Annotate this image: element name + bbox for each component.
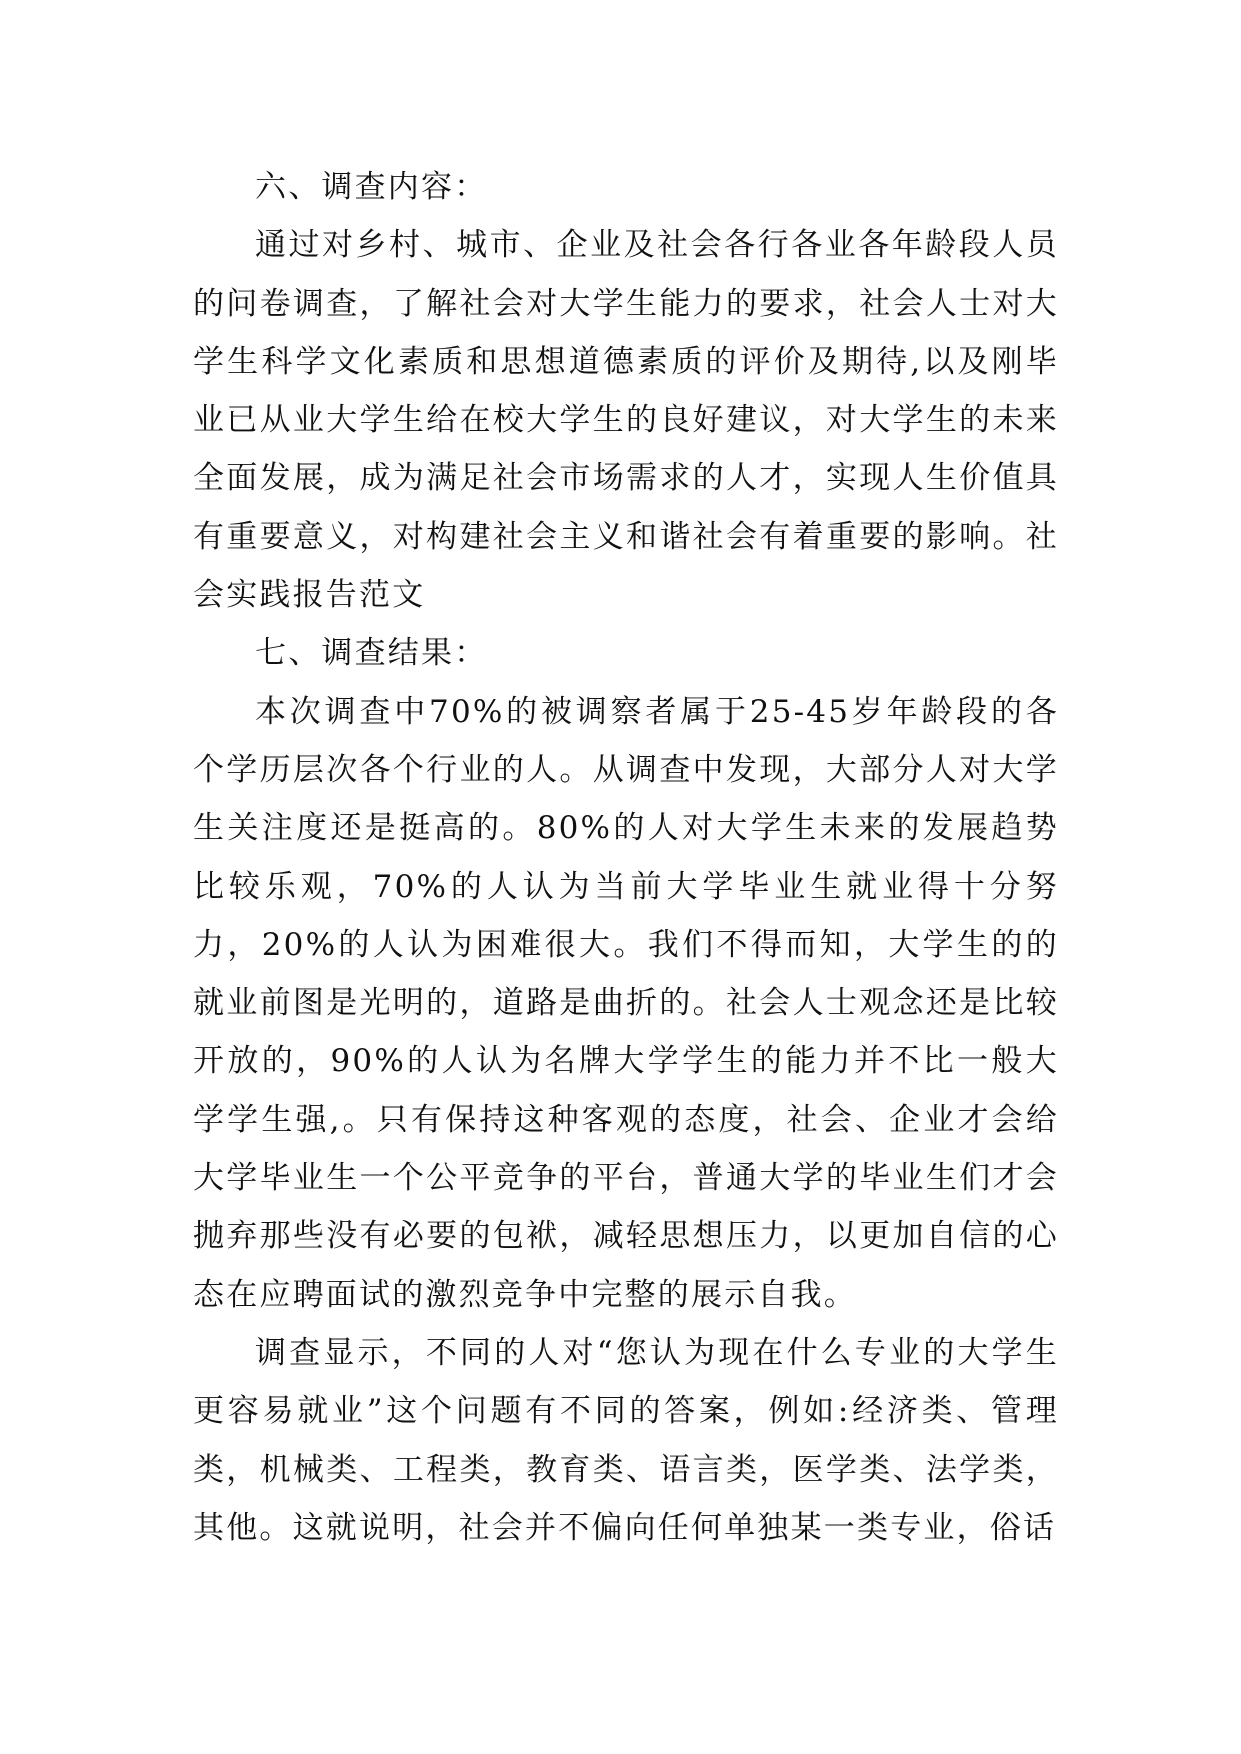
paragraph-survey-results-2: 调查显示，不同的人对“您认为现在什么专业的大学生更容易就业”这个问题有不同的答案，例如:经济类、管理类，机械类、工程类，教育类、语言类，医学类、法学类，其他。这就说明，社会并不偏向任何单独某一类专业，俗话 [193, 1334, 1059, 1546]
paragraph-survey-results-1: 本次调查中70%的被调察者属于25-45岁年龄段的各个学历层次各个行业的人。从调查中发现，大部分人对大学生关注度还是挺高的。80%的人对大学生未来的发展趋势比较乐观，70%的人认为当前大学毕业生就业得十分努力，20%的人认为困难很大。我们不得而知，大学生的的就业前图是光明的，道路是曲折的。社会人士观念还是比较开放的，90%的人认为名牌大学学生的能力并不比一般大学学生强,。只有保持这种客观的态度，社会、企业才会给大学毕业生一个公平竞争的平台，普通大学的毕业生们才会抛弃那些没有必要的包袱，减轻思想压力，以更加自信的心态在应聘面试的激烈竞争中完整的展示自我。 [193, 693, 1059, 1313]
paragraph-survey-content: 通过对乡村、城市、企业及社会各行各业各年龄段人员的问卷调查，了解社会对大学生能力的要求，社会人士对大学生科学文化素质和思想道德素质的评价及期待,以及刚毕业已从业大学生给在校大学生的良好建议，对大学生的未来全面发展，成为满足社会市场需求的人才，实现人生价值具有重要意义，对构建社会主义和谐社会有着重要的影响。社会实践报告范文 [193, 227, 1059, 614]
section-heading-survey-results: 七、调查结果： [255, 635, 488, 672]
document-body [193, 158, 1059, 1557]
section-heading-survey-content: 六、调查内容： [255, 169, 488, 205]
